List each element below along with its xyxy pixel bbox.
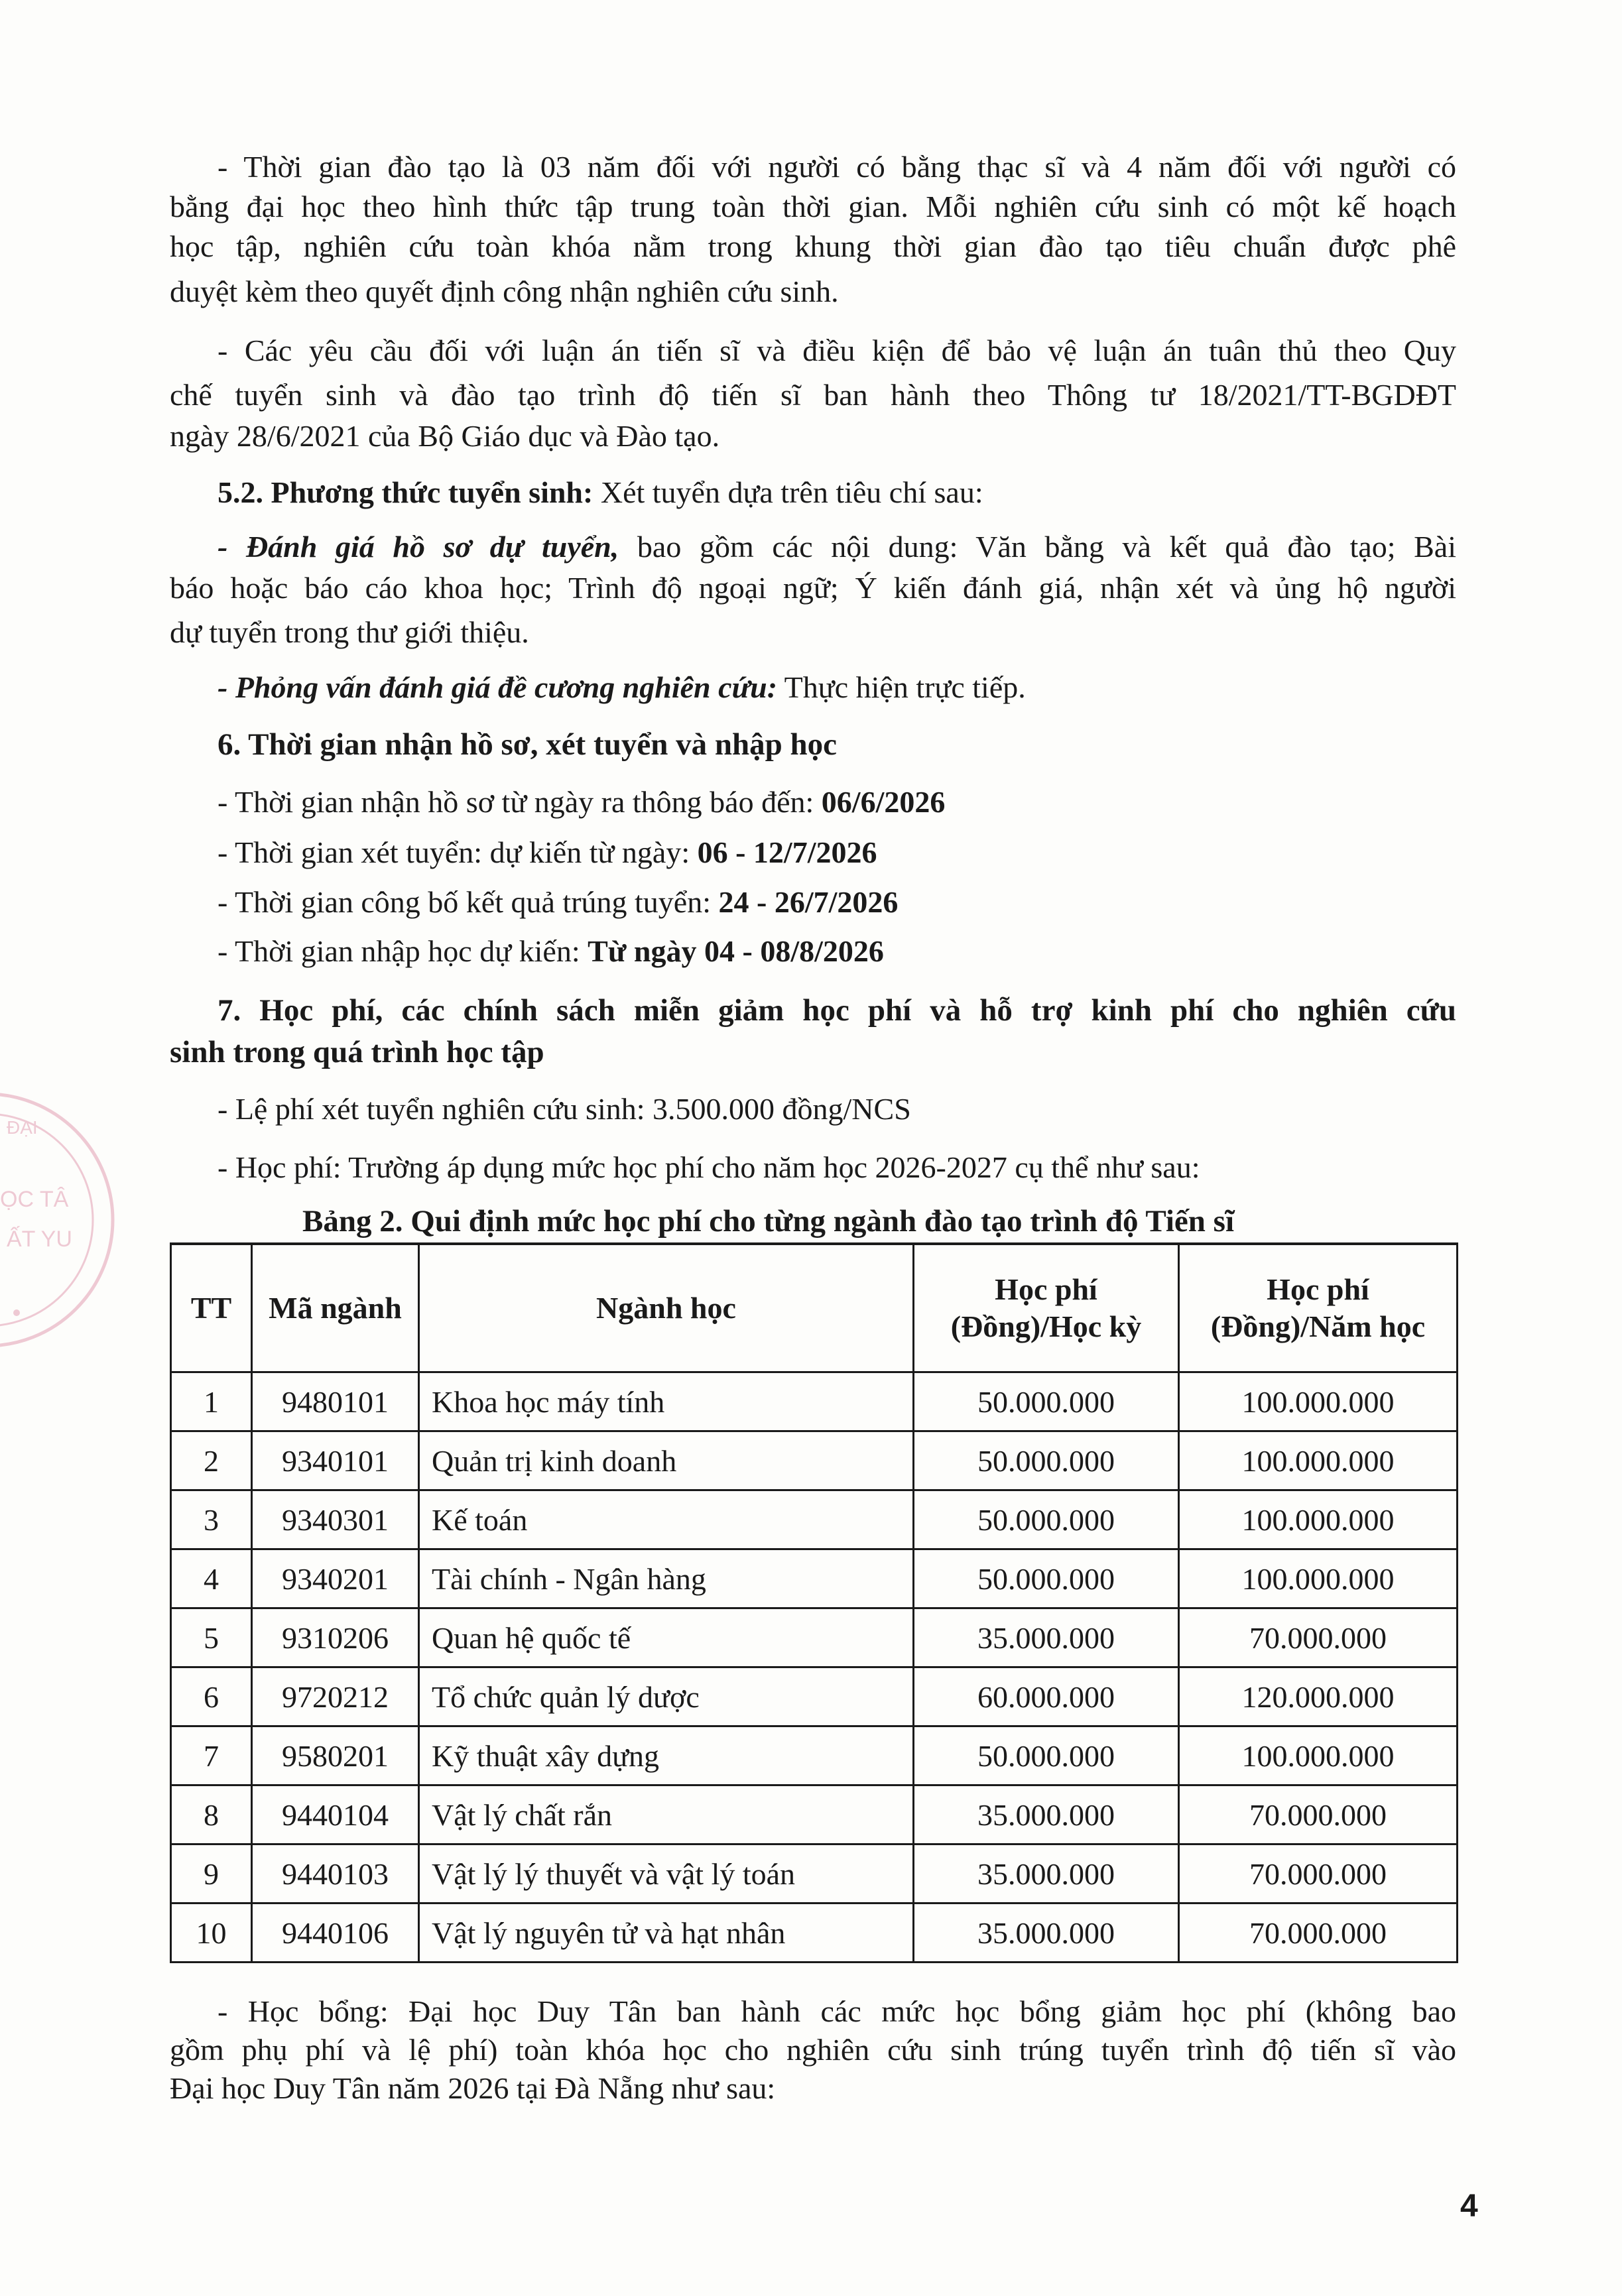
cell-semester-fee: 35.000.000 bbox=[914, 1785, 1179, 1844]
tuition-intro-line: - Học phí: Trường áp dụng mức học phí cho năm học 2026-2027 cụ thể như sau: bbox=[218, 1150, 1200, 1184]
cell-year-fee: 70.000.000 bbox=[1179, 1608, 1458, 1667]
cell-year-fee: 100.000.000 bbox=[1179, 1431, 1458, 1490]
header-tt: TT bbox=[171, 1244, 252, 1372]
section-6-item-3-value: 24 - 26/7/2026 bbox=[718, 885, 899, 919]
tuition-table bbox=[170, 1242, 1458, 1963]
cell-tt: 2 bbox=[171, 1431, 252, 1490]
criteria-profile-line-1 bbox=[218, 527, 1456, 567]
cell-tt: 1 bbox=[171, 1372, 252, 1431]
cell-semester-fee: 50.000.000 bbox=[914, 1549, 1179, 1608]
cell-name: Tổ chức quản lý dược bbox=[419, 1667, 914, 1726]
cell-tt: 8 bbox=[171, 1785, 252, 1844]
section-6-item-1 bbox=[218, 782, 945, 822]
section-5-2-label: 5.2. Phương thức tuyển sinh: bbox=[218, 475, 593, 509]
cell-year-fee: 70.000.000 bbox=[1179, 1903, 1458, 1963]
cell-name: Vật lý lý thuyết và vật lý toán bbox=[419, 1844, 914, 1903]
cell-year-fee: 70.000.000 bbox=[1179, 1785, 1458, 1844]
cell-tt: 4 bbox=[171, 1549, 252, 1608]
header-fee-year: Học phí (Đồng)/Năm học bbox=[1179, 1244, 1458, 1372]
section-6-item-4-label: - Thời gian nhập học dự kiến: bbox=[218, 934, 588, 968]
cell-year-fee: 70.000.000 bbox=[1179, 1844, 1458, 1903]
criteria-interview bbox=[218, 668, 1026, 707]
scholarship-line-2: gồm phụ phí và lệ phí) toàn khóa học cho nghiên cứu sinh trúng tuyển trình độ tiến sĩ vào bbox=[170, 2033, 1456, 2067]
cell-name: Quan hệ quốc tế bbox=[419, 1608, 914, 1667]
cell-year-fee: 120.000.000 bbox=[1179, 1667, 1458, 1726]
cell-code: 9440106 bbox=[252, 1903, 419, 1963]
section-6-item-2-value: 06 - 12/7/2026 bbox=[697, 835, 877, 869]
table-row bbox=[171, 1372, 1458, 1431]
paragraph-2-line-3: ngày 28/6/2021 của Bộ Giáo dục và Đào tạo. bbox=[170, 419, 720, 453]
paragraph-1-line-4: duyệt kèm theo quyết định công nhận nghiên cứu sinh. bbox=[170, 274, 839, 308]
cell-tt: 7 bbox=[171, 1726, 252, 1785]
header-fee-semester: Học phí (Đồng)/Học kỳ bbox=[914, 1244, 1179, 1372]
cell-name: Vật lý nguyên tử và hạt nhân bbox=[419, 1903, 914, 1963]
cell-name: Kế toán bbox=[419, 1490, 914, 1549]
admission-fee-line: - Lệ phí xét tuyển nghiên cứu sinh: 3.500.000 đồng/NCS bbox=[218, 1092, 911, 1126]
criteria-profile-line-3: dự tuyển trong thư giới thiệu. bbox=[170, 615, 529, 649]
criteria-profile-text: bao gồm các nội dung: Văn bằng và kết quả đào tạo; Bài bbox=[619, 530, 1456, 564]
cell-tt: 3 bbox=[171, 1490, 252, 1549]
section-5-2 bbox=[218, 473, 983, 513]
cell-code: 9340101 bbox=[252, 1431, 419, 1490]
cell-name: Quản trị kinh doanh bbox=[419, 1431, 914, 1490]
criteria-profile-label: - Đánh giá hồ sơ dự tuyển, bbox=[218, 530, 619, 564]
section-5-2-text: Xét tuyển dựa trên tiêu chí sau: bbox=[593, 475, 983, 509]
cell-year-fee: 100.000.000 bbox=[1179, 1549, 1458, 1608]
table-row bbox=[171, 1490, 1458, 1549]
section-6-item-3 bbox=[218, 882, 898, 922]
table-row bbox=[171, 1785, 1458, 1844]
paragraph-2-line-1: - Các yêu cầu đối với luận án tiến sĩ và điều kiện để bảo vệ luận án tuân thủ theo Quy bbox=[218, 333, 1456, 367]
cell-name: Tài chính - Ngân hàng bbox=[419, 1549, 914, 1608]
section-6-item-2-label: - Thời gian xét tuyển: dự kiến từ ngày: bbox=[218, 835, 698, 869]
scholarship-line-3: Đại học Duy Tân năm 2026 tại Đà Nẵng như sau: bbox=[170, 2071, 776, 2105]
header-major-code: Mã ngành bbox=[252, 1244, 419, 1372]
header-major-name: Ngành học bbox=[419, 1244, 914, 1372]
cell-tt: 5 bbox=[171, 1608, 252, 1667]
stamp-text-1: ĐẠI bbox=[7, 1117, 38, 1138]
cell-semester-fee: 35.000.000 bbox=[914, 1844, 1179, 1903]
section-6-item-4-value: Từ ngày 04 - 08/8/2026 bbox=[588, 934, 884, 968]
cell-year-fee: 100.000.000 bbox=[1179, 1490, 1458, 1549]
criteria-interview-text: Thực hiện trực tiếp. bbox=[777, 670, 1026, 704]
stamp-text-3: ẤT YU bbox=[7, 1227, 72, 1252]
cell-tt: 9 bbox=[171, 1844, 252, 1903]
cell-code: 9440103 bbox=[252, 1844, 419, 1903]
cell-code: 9580201 bbox=[252, 1726, 419, 1785]
cell-semester-fee: 50.000.000 bbox=[914, 1490, 1179, 1549]
cell-semester-fee: 60.000.000 bbox=[914, 1667, 1179, 1726]
cell-code: 9310206 bbox=[252, 1608, 419, 1667]
section-6-item-1-value: 06/6/2026 bbox=[821, 785, 946, 819]
paragraph-1-line-2: bằng đại học theo hình thức tập trung toàn thời gian. Mỗi nghiên cứu sinh có một kế hoạch bbox=[170, 190, 1456, 223]
cell-semester-fee: 35.000.000 bbox=[914, 1608, 1179, 1667]
page-number: 4 bbox=[1460, 2189, 1478, 2224]
paragraph-1-line-1: - Thời gian đào tạo là 03 năm đối với người có bằng thạc sĩ và 4 năm đối với người có bbox=[218, 150, 1456, 184]
criteria-interview-label: - Phỏng vấn đánh giá đề cương nghiên cứu: bbox=[218, 670, 778, 704]
stamp-text-2: ỌC TÂ bbox=[0, 1187, 69, 1212]
cell-code: 9340301 bbox=[252, 1490, 419, 1549]
table-row bbox=[171, 1726, 1458, 1785]
section-6-item-1-label: - Thời gian nhận hồ sơ từ ngày ra thông báo đến: bbox=[218, 785, 822, 819]
cell-tt: 6 bbox=[171, 1667, 252, 1726]
cell-year-fee: 100.000.000 bbox=[1179, 1372, 1458, 1431]
paragraph-1-line-3: học tập, nghiên cứu toàn khóa nằm trong khung thời gian đào tạo tiêu chuẩn được phê bbox=[170, 229, 1456, 263]
cell-semester-fee: 35.000.000 bbox=[914, 1903, 1179, 1963]
section-6-item-3-label: - Thời gian công bố kết quả trúng tuyển: bbox=[218, 885, 719, 919]
table-caption: Bảng 2. Qui định mức học phí cho từng ngành đào tạo trình độ Tiến sĩ bbox=[302, 1204, 1235, 1239]
cell-semester-fee: 50.000.000 bbox=[914, 1726, 1179, 1785]
table-row bbox=[171, 1844, 1458, 1903]
section-6-title: 6. Thời gian nhận hồ sơ, xét tuyển và nhập học bbox=[218, 727, 838, 762]
scholarship-line-1: - Học bổng: Đại học Duy Tân ban hành các mức học bổng giảm học phí (không bao bbox=[218, 1994, 1456, 2028]
cell-semester-fee: 50.000.000 bbox=[914, 1372, 1179, 1431]
cell-name: Vật lý chất rắn bbox=[419, 1785, 914, 1844]
table-row bbox=[171, 1667, 1458, 1726]
cell-tt: 10 bbox=[171, 1903, 252, 1963]
criteria-profile-line-2: báo hoặc báo cáo khoa học; Trình độ ngoại ngữ; Ý kiến đánh giá, nhận xét và ủng hộ người bbox=[170, 571, 1456, 605]
cell-code: 9720212 bbox=[252, 1667, 419, 1726]
cell-code: 9440104 bbox=[252, 1785, 419, 1844]
section-7-title-line-2: sinh trong quá trình học tập bbox=[170, 1035, 544, 1069]
table-row bbox=[171, 1431, 1458, 1490]
section-6-item-4 bbox=[218, 932, 884, 971]
table-row bbox=[171, 1903, 1458, 1963]
cell-name: Khoa học máy tính bbox=[419, 1372, 914, 1431]
table-row bbox=[171, 1549, 1458, 1608]
cell-name: Kỹ thuật xây dựng bbox=[419, 1726, 914, 1785]
table-row bbox=[171, 1608, 1458, 1667]
cell-code: 9340201 bbox=[252, 1549, 419, 1608]
table-header-row bbox=[171, 1244, 1458, 1372]
cell-year-fee: 100.000.000 bbox=[1179, 1726, 1458, 1785]
section-7-title-line-1: 7. Học phí, các chính sách miễn giảm học phí và hỗ trợ kinh phí cho nghiên cứu bbox=[218, 993, 1456, 1028]
stamp-seal-fragment bbox=[0, 1048, 119, 1392]
paragraph-2-line-2: chế tuyển sinh và đào tạo trình độ tiến sĩ ban hành theo Thông tư 18/2021/TT-BGDĐT bbox=[170, 378, 1456, 412]
cell-semester-fee: 50.000.000 bbox=[914, 1431, 1179, 1490]
cell-code: 9480101 bbox=[252, 1372, 419, 1431]
section-6-item-2 bbox=[218, 833, 877, 873]
